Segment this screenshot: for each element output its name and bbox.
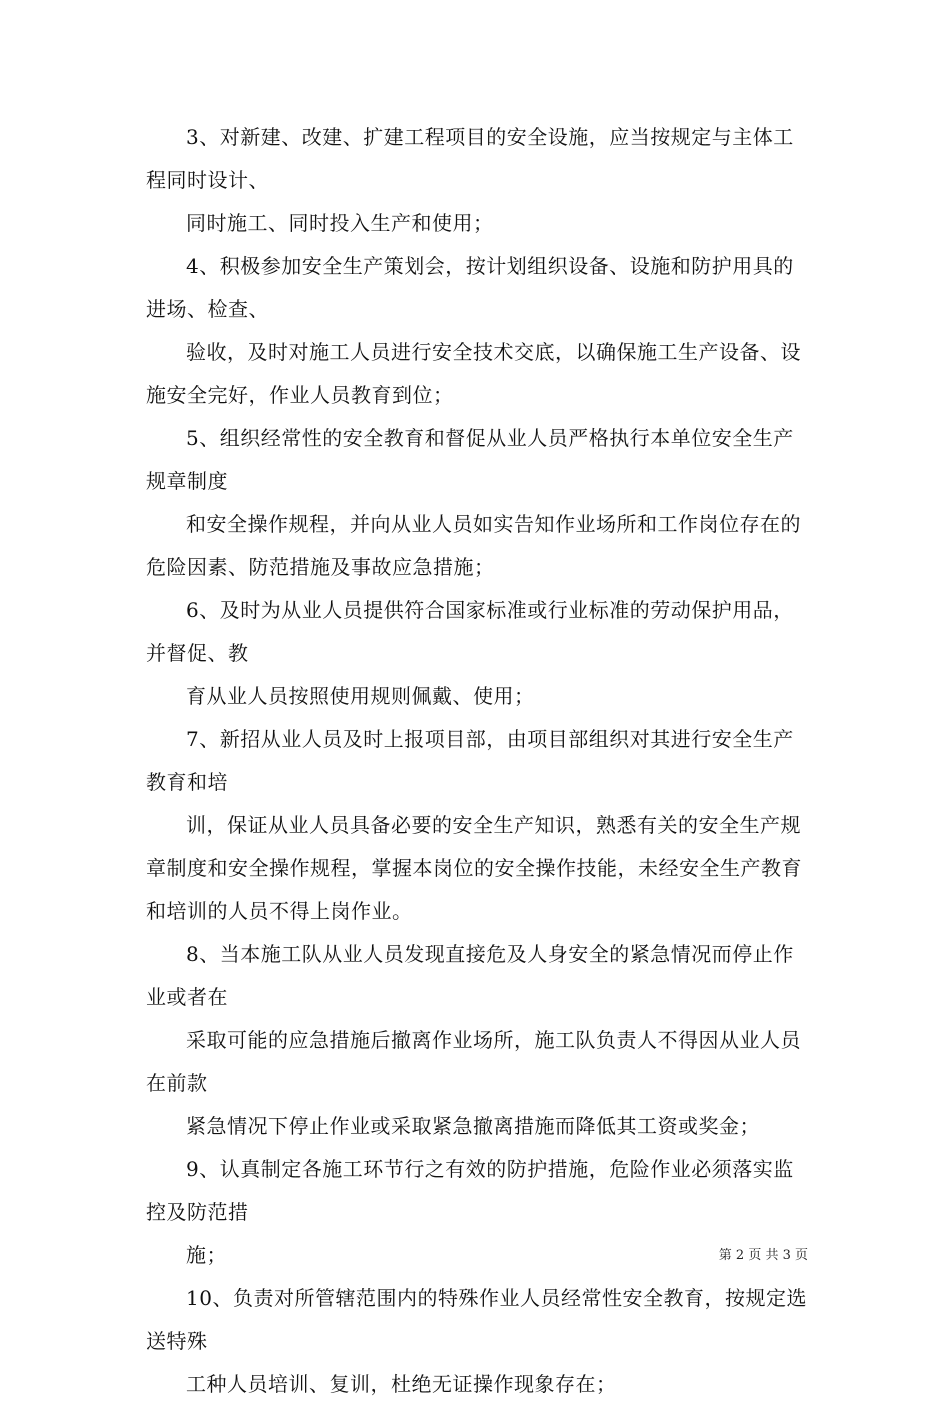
paragraph-7-part-2: 训，保证从业人员具备必要的安全生产知识，熟悉有关的安全生产规章制度和安全操作规程，掌握本岗位的安全操作技能，未经安全生产教育和培训的人员不得上岗作业。 <box>146 813 802 923</box>
page-number-label: 第 2 页 共 3 页 <box>718 1248 808 1263</box>
paragraph-8-part-2: 采取可能的应急措施后撤离作业场所，施工队负责人不得因从业人员在前款 <box>146 1028 801 1095</box>
paragraph-10-part-1: 10、负责对所管辖范围内的特殊作业人员经常性安全教育，按规定选送特殊 <box>146 1286 807 1353</box>
document-body <box>146 116 810 1406</box>
paragraph-3-part-1: 3、对新建、改建、扩建工程项目的安全设施，应当按规定与主体工程同时设计、 <box>146 125 794 192</box>
paragraph-9-part-1: 9、认真制定各施工环节行之有效的防护措施，危险作业必须落实监控及防范措 <box>146 1157 794 1224</box>
paragraph-8-part-1: 8、当本施工队从业人员发现直接危及人身安全的紧急情况而停止作业或者在 <box>146 942 794 1009</box>
paragraph-8-part-3: 紧急情况下停止作业或采取紧急撤离措施而降低其工资或奖金； <box>186 1114 760 1138</box>
paragraph-4-part-2: 验收，及时对施工人员进行安全技术交底，以确保施工生产设备、设施安全完好，作业人员教育到位； <box>146 340 801 407</box>
paragraph-10-part-2: 工种人员培训、复训，杜绝无证操作现象存在； <box>186 1372 617 1396</box>
paragraph-6-part-1: 6、及时为从业人员提供符合国家标准或行业标准的劳动保护用品，并督促、教 <box>146 598 794 665</box>
paragraph-7-part-1: 7、新招从业人员及时上报项目部，由项目部组织对其进行安全生产教育和培 <box>146 727 794 794</box>
paragraph-5-part-2: 和安全操作规程，并向从业人员如实告知作业场所和工作岗位存在的危险因素、防范措施及事故应急措施； <box>146 512 801 579</box>
paragraph-3-part-2: 同时施工、同时投入生产和使用； <box>186 211 494 235</box>
paragraph-4-part-1: 4、积极参加安全生产策划会，按计划组织设备、设施和防护用具的进场、检查、 <box>146 254 794 321</box>
page-number-footer <box>719 1247 808 1265</box>
paragraph-9-part-2: 施； <box>186 1243 227 1267</box>
paragraph-6-part-2: 育从业人员按照使用规则佩戴、使用； <box>186 684 535 708</box>
paragraph-5-part-1: 5、组织经常性的安全教育和督促从业人员严格执行本单位安全生产规章制度 <box>146 426 794 493</box>
